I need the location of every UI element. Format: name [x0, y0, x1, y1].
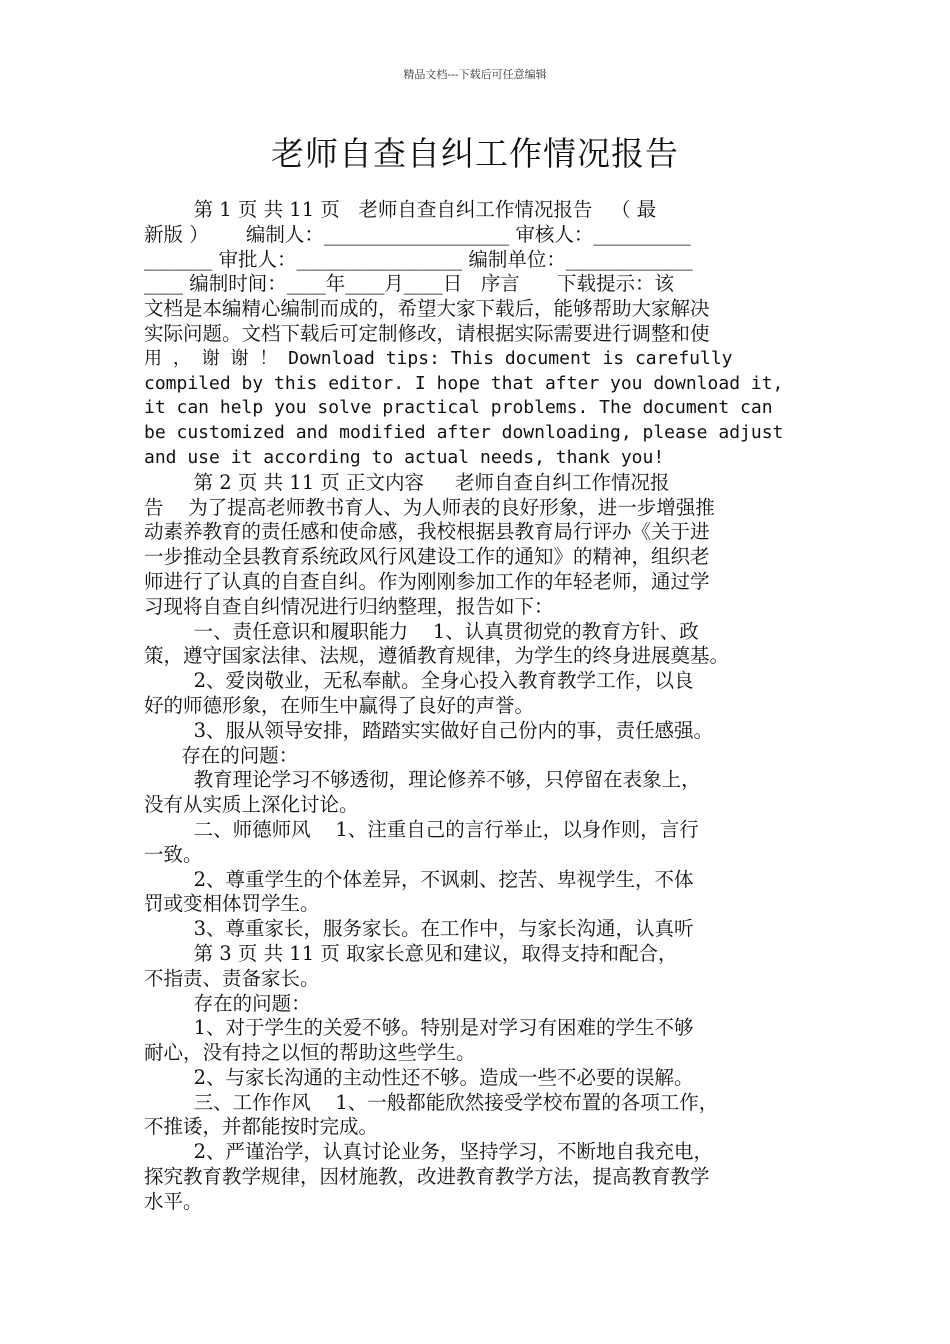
- body-line: 好的师德形象，在师生中赢得了良好的声誉。: [144, 693, 535, 717]
- body-line: and use it according to actual needs, thank you!: [144, 446, 665, 468]
- body-line: 新版 ） 编制人：___________________ 审核人：__________: [144, 222, 691, 246]
- body-line: 策，遵守国家法律、法规，遵循教育规律，为学生的终身进展奠基。: [144, 644, 730, 668]
- body-line: ____ 编制时间：____年____月____日 序言 下载提示：该: [144, 272, 674, 296]
- body-line: 探究教育教学规律，因材施教，改进教育教学方法，提高教育教学: [144, 1165, 710, 1189]
- body-line: 一步推动全县教育系统政风行风建设工作的通知》的精神，组织老: [144, 545, 710, 569]
- document-title: 老师自查自纠工作情况报告: [271, 134, 679, 173]
- body-line: 告 为了提高老师教书育人、为人师表的良好形象，进一步增强推: [144, 495, 715, 519]
- body-line: 文档是本编精心编制而成的，希望大家下载后，能够帮助大家解决: [144, 297, 710, 321]
- body-line: 1、对于学生的关爱不够。特别是对学习有困难的学生不够: [144, 1016, 694, 1040]
- body-line: 师进行了认真的自查自纠。作为刚刚参加工作的年轻老师，通过学: [144, 569, 710, 593]
- body-line: 2、严谨治学，认真讨论业务，坚持学习，不断地自我充电，: [144, 1140, 713, 1164]
- body-line: 3、尊重家长，服务家长。在工作中，与家长沟通，认真听: [144, 917, 694, 941]
- body-line: 第 3 页 共 11 页 取家长意见和建议，取得支持和配合，: [144, 941, 678, 965]
- body-line: 2、爱岗敬业，无私奉献。全身心投入教育教学工作，以良: [144, 669, 694, 693]
- body-line: 存在的问题：: [144, 743, 299, 767]
- body-line: compiled by this editor. I hope that after you download it,: [144, 372, 784, 394]
- document-body: [144, 198, 806, 1215]
- body-line: 2、尊重学生的个体差异，不讽刺、挖苦、卑视学生，不体: [144, 867, 694, 891]
- body-line: 动素养教育的责任感和使命感，我校根据县教育局行评办《关于进: [144, 520, 710, 544]
- body-line: 第 2 页 共 11 页 正文内容 老师自查自纠工作情况报: [144, 470, 670, 494]
- body-line: 教育理论学习不够透彻，理论修养不够，只停留在表象上，: [144, 768, 701, 792]
- body-line: 耐心，没有持之以恒的帮助这些学生。: [144, 1041, 476, 1065]
- body-line: 三、工作作风 1、一般都能欣然接受学校布置的各项工作，: [144, 1090, 719, 1114]
- body-line: 一、责任意识和履职能力 1、认真贯彻党的教育方针、政: [144, 619, 699, 643]
- body-line: 一致。: [144, 842, 203, 866]
- body-line: be customized and modified after downloading, please adjust: [144, 422, 784, 444]
- body-line: 水平。: [144, 1189, 203, 1213]
- body-line: 用 ， 谢 谢 ！ Download tips: This document is carefully: [144, 347, 733, 369]
- body-line: 没有从实质上深化讨论。: [144, 793, 359, 817]
- body-line: 习现将自查自纠情况进行归纳整理，报告如下：: [144, 594, 554, 618]
- body-line: 3、服从领导安排，踏踏实实做好自己份内的事，责任感强。: [144, 718, 713, 742]
- body-line: _______ 审批人：_________________ 编制单位：_____________: [144, 247, 693, 271]
- body-line: 不推诿，并都能按时完成。: [144, 1115, 379, 1139]
- body-line: 2、与家长沟通的主动性还不够。造成一些不必要的误解。: [144, 1065, 694, 1089]
- body-line: 存在的问题：: [144, 991, 311, 1015]
- page-header: 精品文档---下载后可任意编辑: [403, 68, 547, 81]
- body-line: 二、师德师风 1、注重自己的言行举止，以身作则，言行: [144, 817, 699, 841]
- body-line: 罚或变相体罚学生。: [144, 892, 320, 916]
- body-line: 第 1 页 共 11 页 老师自查自纠工作情况报告 （ 最: [144, 198, 657, 221]
- body-line: 实际问题。文档下载后可定制修改，请根据实际需要进行调整和使: [144, 321, 710, 345]
- body-line: 不指责、责备家长。: [144, 966, 320, 990]
- body-line: it can help you solve practical problems. The document can: [144, 397, 773, 419]
